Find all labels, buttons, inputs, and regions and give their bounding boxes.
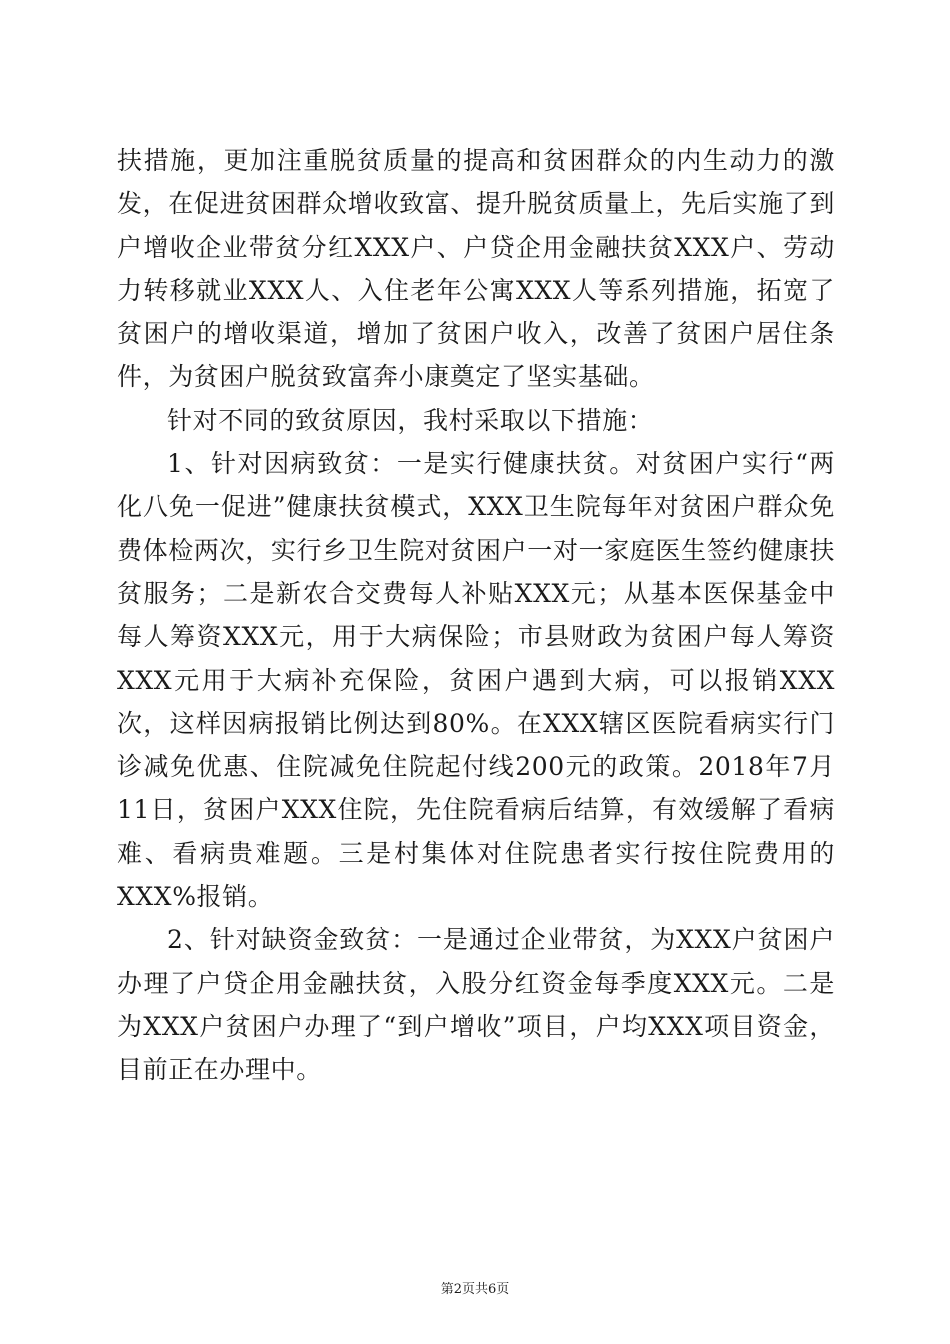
page-number-footer: 第2页共6页 <box>440 1282 510 1297</box>
paragraph-measures-intro: 针对不同的致贫原因，我村采取以下措施： <box>167 405 654 435</box>
paragraph-capital-poverty: 2、针对缺资金致贫：一是通过企业带贫，为XXX户贫困户办理了户贷企用金融扶贫，入股分红资金每季度XXX元。二是为XXX户贫困户办理了“到户增收”项目，户均XXX项目资金，目前正在办理中。 <box>117 925 835 1085</box>
paragraph-illness-poverty: 1、针对因病致贫：一是实行健康扶贫。对贫困户实行“两化八免一促进”健康扶贫模式，XXX卫生院每年对贫困户群众免费体检两次，实行乡卫生院对贫困户一对一家庭医生签约健康扶贫服务；二是新农合交费每人补贴XXX元；从基本医保基金中每人筹资XXX元，用于大病保险；市县财政为贫困户每人筹资XXX元用于大病补充保险，贫困户遇到大病，可以报销XXX次，这样因病报销比例达到80%。在XXX辖区医院看病实行门诊减免优惠、住院减免住院起付线200元的政策。2018年7月11日，贫困户XXX住院，先住院看病后结算，有效缓解了看病难、看病贵难题。三是村集体对住院患者实行按住院费用的XXX%报销。 <box>117 449 835 912</box>
paragraph-continuation: 扶措施，更加注重脱贫质量的提高和贫困群众的内生动力的激发，在促进贫困群众增收致富、提升脱贫质量上，先后实施了到户增收企业带贫分红XXX户、户贷企用金融扶贫XXX户、劳动力转移就业XXX人、入住老年公寓XXX人等系列措施，拓宽了贫困户的增收渠道，增加了贫困户收入，改善了贫困户居住条件，为贫困户脱贫致富奔小康奠定了坚实基础。 <box>117 146 835 392</box>
document-body <box>117 139 835 1092</box>
